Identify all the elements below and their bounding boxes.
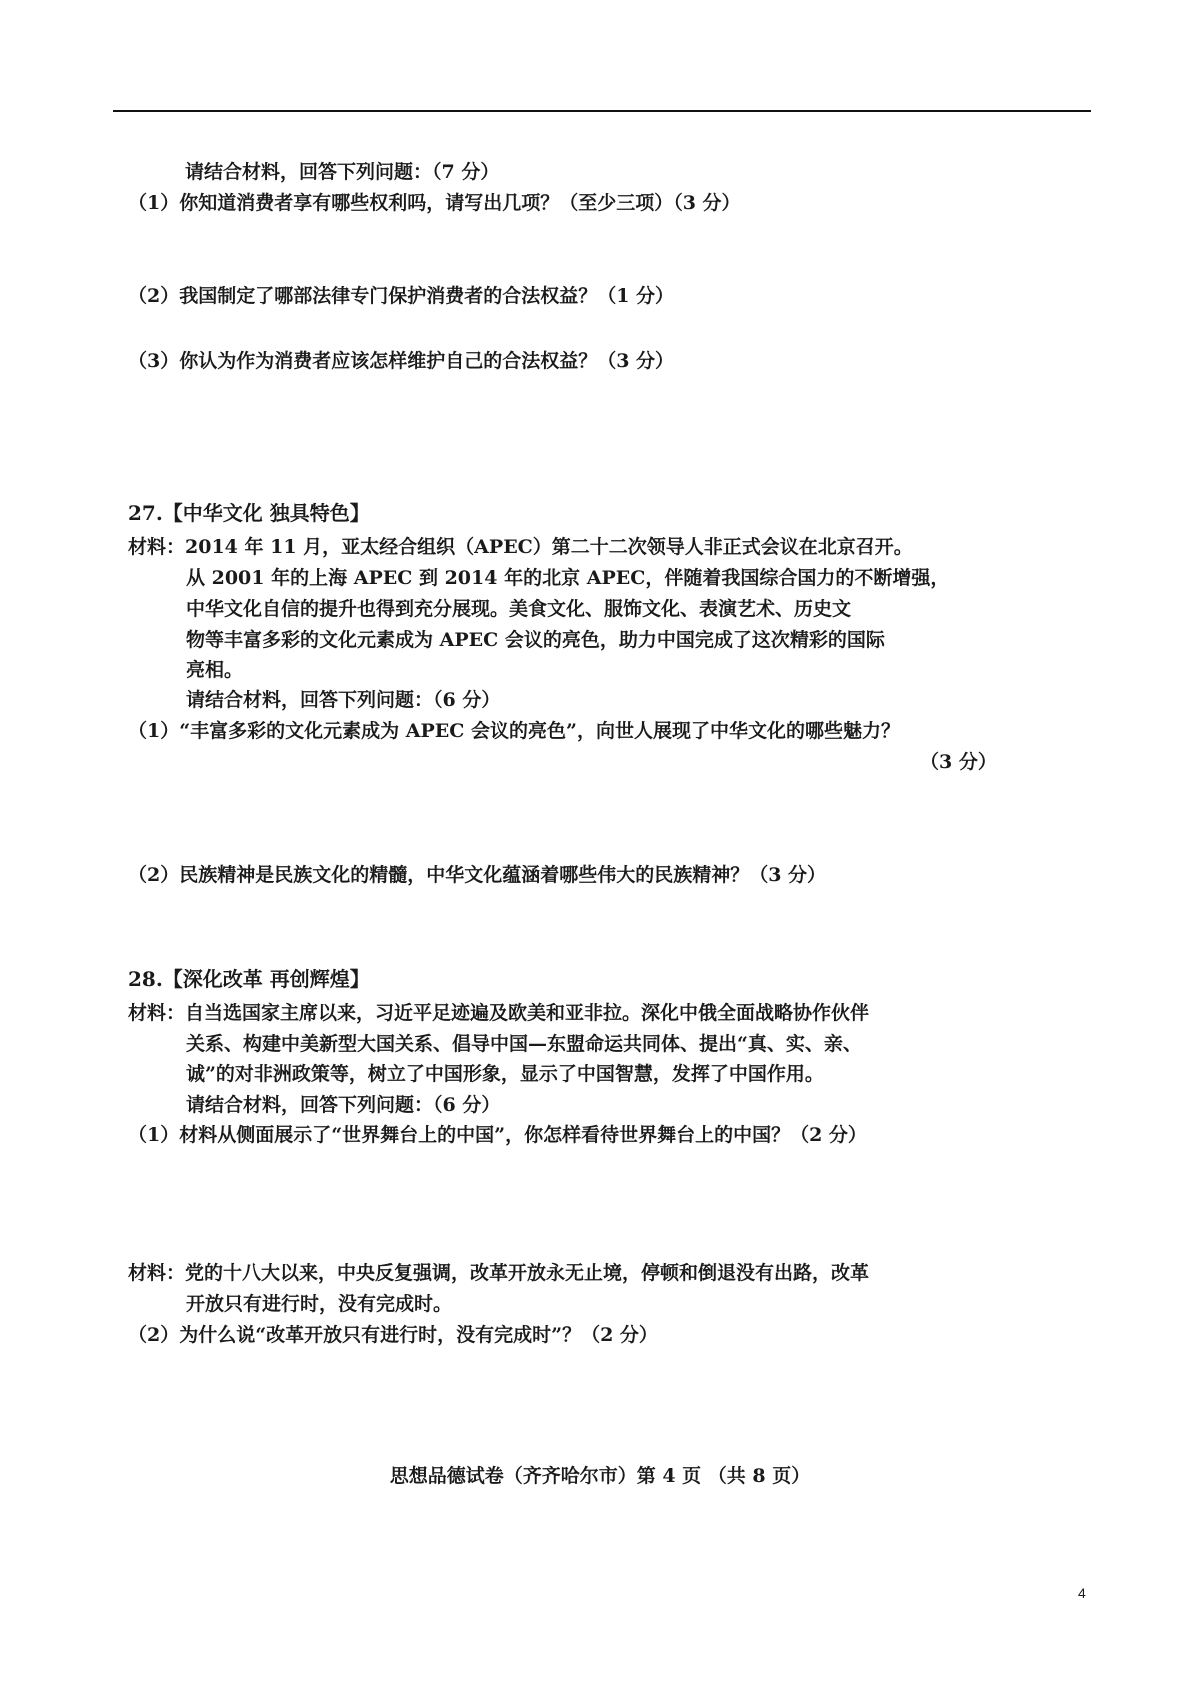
q27-sub2: （2）民族精神是民族文化的精髓，中华文化蕴涵着哪些伟大的民族精神？（3 分） bbox=[128, 864, 827, 886]
page-number: 4 bbox=[1078, 1585, 1086, 1601]
q27-sub1: （1）“丰富多彩的文化元素成为 APEC 会议的亮色”，向世人展现了中华文化的哪些魅力？ bbox=[128, 720, 900, 742]
q28-prompt: 请结合材料，回答下列问题：（6 分） bbox=[186, 1094, 501, 1116]
q26-sub2: （2）我国制定了哪部法律专门保护消费者的合法权益？（1 分） bbox=[128, 285, 675, 307]
q28-sub1: （1）材料从侧面展示了“世界舞台上的中国”，你怎样看待世界舞台上的中国？（2 分） bbox=[128, 1124, 867, 1146]
q28-material1-line: 诚”的对非洲政策等，树立了中国形象，显示了中国智慧，发挥了中国作用。 bbox=[186, 1063, 824, 1085]
q27-material-line: 材料：2014 年 11 月，亚太经合组织（APEC）第二十二次领导人非正式会议在北京召开。 bbox=[128, 536, 913, 558]
q26-sub3: （3）你认为作为消费者应该怎样维护自己的合法权益？（3 分） bbox=[128, 350, 675, 372]
q27-material-line: 中华文化自信的提升也得到充分展现。美食文化、服饰文化、表演艺术、历史文 bbox=[186, 598, 852, 620]
q28-material2-line: 开放只有进行时，没有完成时。 bbox=[186, 1293, 453, 1315]
q28-material2-line: 材料：党的十八大以来，中央反复强调，改革开放永无止境，停顿和倒退没有出路，改革 bbox=[128, 1262, 870, 1284]
q27-title: 27.【中华文化 独具特色】 bbox=[128, 501, 370, 525]
q26-prompt: 请结合材料，回答下列问题：（7 分） bbox=[185, 161, 500, 183]
q26-sub1: （1）你知道消费者享有哪些权利吗，请写出几项？（至少三项）（3 分） bbox=[128, 192, 741, 214]
q27-material-line: 从 2001 年的上海 APEC 到 2014 年的北京 APEC，伴随着我国综合国力的不断增强， bbox=[186, 567, 950, 589]
q28-material1-line: 材料：自当选国家主席以来，习近平足迹遍及欧美和亚非拉。深化中俄全面战略协作伙伴 bbox=[128, 1002, 870, 1024]
header-rule bbox=[113, 110, 1091, 112]
page-footer: 思想品德试卷（齐齐哈尔市）第 4 页 （共 8 页） bbox=[389, 1465, 811, 1487]
q27-sub1-score: （3 分） bbox=[920, 751, 997, 773]
q28-title: 28.【深化改革 再创辉煌】 bbox=[128, 967, 370, 991]
q28-material1-line: 关系、构建中美新型大国关系、倡导中国—东盟命运共同体、提出“真、实、亲、 bbox=[186, 1033, 862, 1055]
q27-prompt: 请结合材料，回答下列问题：（6 分） bbox=[186, 689, 501, 711]
q27-material-line: 亮相。 bbox=[186, 659, 244, 681]
q27-material-line: 物等丰富多彩的文化元素成为 APEC 会议的亮色，助力中国完成了这次精彩的国际 bbox=[186, 629, 885, 651]
q28-sub2: （2）为什么说“改革开放只有进行时，没有完成时”？（2 分） bbox=[128, 1324, 658, 1346]
